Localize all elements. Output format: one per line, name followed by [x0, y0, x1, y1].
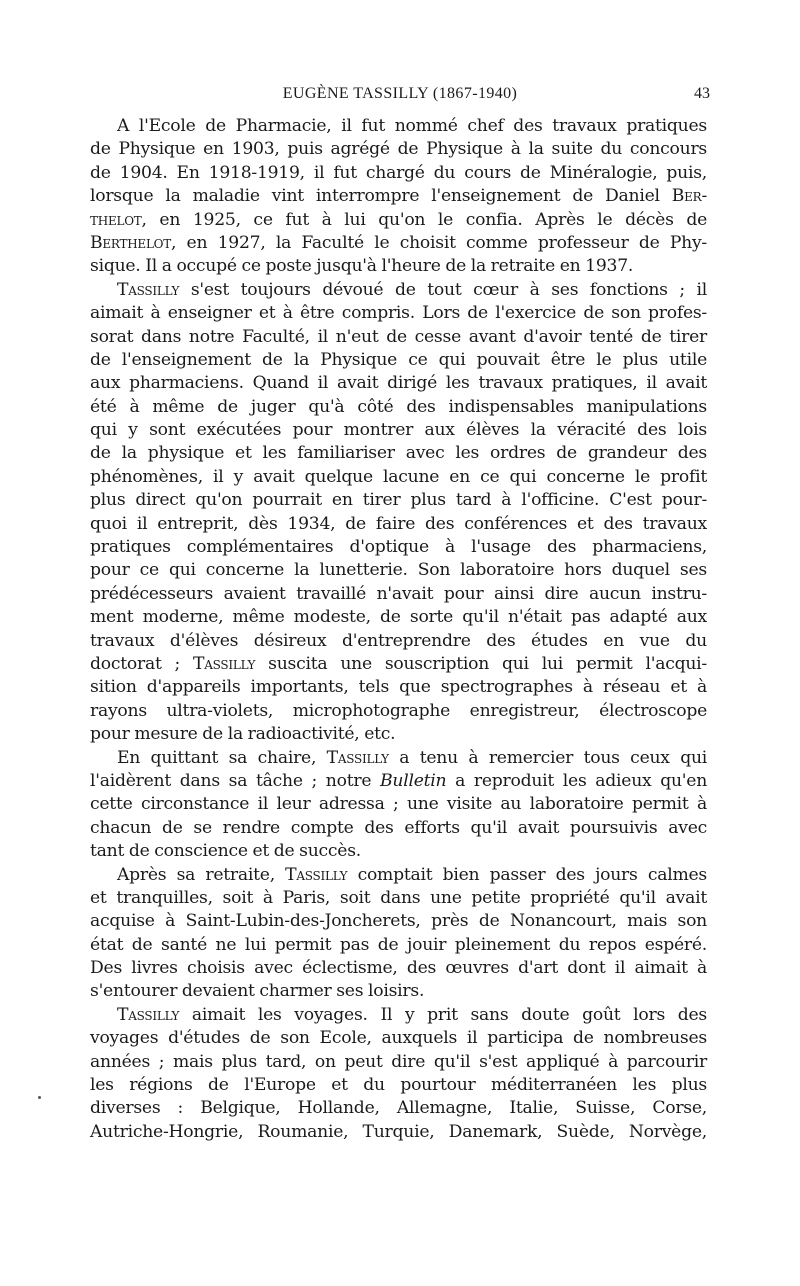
author-name-smallcaps: Tassilly	[326, 747, 389, 768]
text-line	[90, 185, 707, 208]
text-line: pour mesure de la radioactivité, etc.	[90, 724, 396, 745]
text-run: l'aidèrent dans sa tâche ; notre	[90, 770, 381, 791]
author-name-smallcaps: Tassilly	[285, 864, 348, 885]
text-line: de l'enseignement de la Physique ce qui pouvait être le plus utile	[90, 349, 707, 370]
text-run: s'est toujours dévoué de tout cœur à ses fonctions ; il	[179, 279, 707, 300]
paragraph-3	[90, 747, 707, 864]
text-line: rayons ultra-violets, microphotographe enregistreur, électroscope	[90, 700, 707, 721]
text-run: , en 1925, ce fut à lui qu'on le confia. Après le décès de	[141, 209, 707, 230]
text-line: quoi il entreprit, dès 1934, de faire des conférences et des travaux	[90, 513, 707, 534]
text-line: prédécesseurs avaient travaillé n'avait pour ainsi dire aucun instru-	[90, 583, 707, 604]
text-run: comptait bien passer des jours calmes	[347, 864, 707, 885]
text-line: chacun de se rendre compte des efforts qu'il avait poursuivis avec	[90, 817, 707, 838]
text-line	[90, 1004, 707, 1027]
text-line: de 1904. En 1918-1919, il fut chargé du cours de Minéralogie, puis,	[90, 162, 707, 183]
text-line: sorat dans notre Faculté, il n'eut de cesse avant d'avoir tenté de tirer	[90, 326, 707, 347]
paragraph-2	[90, 279, 707, 747]
paragraph-5	[90, 1004, 707, 1144]
text-line	[90, 279, 707, 302]
text-line: s'entourer devaient charmer ses loisirs.	[90, 981, 425, 1002]
text-line: acquise à Saint-Lubin-des-Joncherets, près de Nonancourt, mais son	[90, 911, 707, 932]
body-text	[90, 115, 707, 1144]
text-line: pour ce qui concerne la lunetterie. Son laboratoire hors duquel ses	[90, 560, 707, 581]
text-line	[90, 864, 707, 887]
paragraph-1	[90, 115, 707, 279]
text-line: de Physique en 1903, puis agrégé de Physique à la suite du concours	[90, 139, 707, 160]
text-line: travaux d'élèves désireux d'entreprendre des études en vue du	[90, 630, 707, 651]
text-line: plus direct qu'on pourrait en tirer plus tard à l'officine. C'est pour-	[90, 490, 707, 511]
text-line: phénomènes, il y avait quelque lacune en ce qui concerne le profit	[90, 466, 707, 487]
text-run: aimait les voyages. Il y prit sans doute goût lors des	[179, 1004, 707, 1025]
bulletin-italic: Bulletin	[380, 770, 447, 791]
text-line	[90, 747, 707, 770]
text-line: les régions de l'Europe et du pourtour méditerranéen les plus	[90, 1075, 707, 1096]
text-run: , en 1927, la Faculté le choisit comme professeur de Phy-	[171, 232, 707, 253]
author-name-smallcaps: Tassilly	[117, 279, 180, 300]
text-run: suscita une souscription qui lui permit l'acqui-	[255, 653, 707, 674]
text-line: aux pharmaciens. Quand il avait dirigé les travaux pratiques, il avait	[90, 373, 707, 394]
author-name-smallcaps: Berthelot	[90, 232, 172, 253]
text-line: état de santé ne lui permit pas de jouir pleinement du repos espéré.	[90, 934, 707, 955]
text-line: sition d'appareils importants, tels que spectrographes à réseau et à	[90, 677, 707, 698]
text-line: Des livres choisis avec éclectisme, des œuvres d'art dont il aimait à	[90, 958, 707, 979]
text-line: années ; mais plus tard, on peut dire qu'il s'est appliqué à parcourir	[90, 1051, 707, 1072]
text-run: lorsque la maladie vint interrompre l'enseignement de Daniel	[90, 186, 672, 207]
text-line: tant de conscience et de succès.	[90, 841, 361, 862]
text-run: a tenu à remercier tous ceux qui	[388, 747, 708, 768]
running-header	[90, 85, 710, 109]
author-name-smallcaps: Tassilly	[193, 653, 256, 674]
text-line: sique. Il a occupé ce poste jusqu'à l'heure de la retraite en 1937.	[90, 256, 634, 277]
author-name-smallcaps: thelot	[90, 209, 142, 230]
text-line	[90, 232, 707, 255]
margin-speck	[38, 1096, 41, 1099]
paragraph-4	[90, 864, 707, 1004]
text-run: doctorat ;	[90, 653, 194, 674]
text-line: diverses : Belgique, Hollande, Allemagne, Italie, Suisse, Corse,	[90, 1098, 707, 1119]
text-line: et tranquilles, soit à Paris, soit dans une petite propriété qu'il avait	[90, 887, 707, 908]
text-line	[90, 209, 707, 232]
text-line	[90, 770, 707, 793]
text-line: cette circonstance il leur adressa ; une visite au laboratoire permit à	[90, 794, 707, 815]
text-run: Après sa retraite,	[117, 864, 286, 885]
text-line: A l'Ecole de Pharmacie, il fut nommé chef des travaux pratiques	[117, 116, 707, 136]
text-run: En quittant sa chaire,	[117, 747, 327, 768]
text-line: qui y sont exécutées pour montrer aux élèves la véracité des lois	[90, 420, 707, 441]
text-line: été à même de juger qu'à côté des indispensables manipulations	[90, 396, 707, 417]
text-run: a reproduit les adieux qu'en	[446, 770, 708, 791]
author-name-smallcaps: Ber-	[671, 186, 707, 207]
text-line: pratiques complémentaires d'optique à l'usage des pharmaciens,	[90, 537, 707, 558]
page-number: 43	[694, 85, 710, 102]
text-line: voyages d'études de son Ecole, auxquels il participa de nombreuses	[90, 1028, 707, 1049]
text-line: Autriche-Hongrie, Roumanie, Turquie, Danemark, Suède, Norvège,	[90, 1121, 707, 1142]
author-name-smallcaps: Tassilly	[117, 1004, 180, 1025]
text-line: de la physique et les familiariser avec les ordres de grandeur des	[90, 443, 707, 464]
running-head-title: EUGÈNE TASSILLY (1867-1940)	[282, 85, 518, 102]
text-line	[90, 653, 707, 676]
text-line: aimait à enseigner et à être compris. Lors de l'exercice de son profes-	[90, 303, 707, 324]
text-line: ment moderne, même modeste, de sorte qu'il n'était pas adapté aux	[90, 607, 707, 628]
